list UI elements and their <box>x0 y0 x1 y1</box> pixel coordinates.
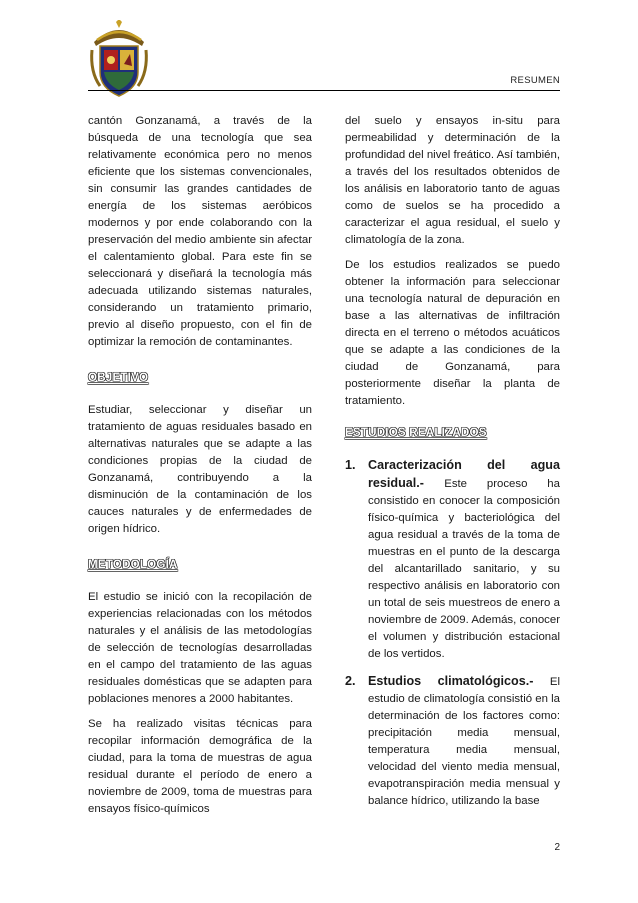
list-item-number: 2. <box>345 674 356 688</box>
metodologia-paragraph-2: Se ha realizado visitas técnicas para recopilar información demográfica de la ciudad, para la toma de muestras de agua residual durante el período de enero a noviembre de 2009, toma de muestras para ensayos físico-químicos <box>88 718 312 815</box>
studies-list <box>345 457 560 810</box>
list-item-text: El estudio de climatología consistió en la determinación de los factores como: precipitación media mensual, temperatura media mensual, velocidad del viento media mensual, evapotranspiración media mensual y balance hídrico, utilizando la base <box>368 676 560 807</box>
metodologia-heading: METODOLOGÍA <box>88 558 178 571</box>
results-paragraph: De los estudios realizados se puedo obtener la información para seleccionar una tecnología natural de depuración en base a las alternativas de infiltración directa en el terreno o métodos acuáticos que se adapte a las condiciones de la ciudad de Gonzanamá, para posteriormente diseñar la planta de tratamiento. <box>345 259 560 407</box>
list-item <box>345 673 560 810</box>
soil-studies-paragraph: del suelo y ensayos in-situ para permeabilidad y determinación de la profundidad del nivel freático. Así también, a través del los resultados obtenidos de los análisis en laboratorio tanto de aguas como de suelos se ha procedido a caracterizar el agua residual, el suelo y climatología de la zona. <box>345 115 560 246</box>
objetivo-heading: OBJETIVO <box>88 371 149 384</box>
page-number: 2 <box>554 842 560 853</box>
list-item-text: Este proceso ha consistido en conocer la composición físico-química y bacteriológica del agua residual a través de la toma de muestras en el punto de la descarga del alcantarillado sanitario, y su respectivo análisis en laboratorio con un total de seis muestreos de enero a noviembre de 2009. Además, conocer el volumen y distribución estacional de los vertidos. <box>368 478 560 660</box>
left-column <box>88 113 312 826</box>
list-item-number: 1. <box>345 458 356 472</box>
metodologia-paragraph-1: El estudio se inició con la recopilación de experiencias relacionadas con los métodos naturales y el análisis de las metodologías de selección de tecnologías desarrolladas en el campo del tratamiento de las aguas residuales domésticas que se adapten para poblaciones menores a 2000 habitantes. <box>88 591 312 705</box>
intro-paragraph: cantón Gonzanamá, a través de la búsqueda de una tecnología que sea relativamente económica pero no menos eficiente que los sistemas convencionales, sin consumir las grandes cantidades de energía de los sistemas aeróbicos modernos y por ende colaborando con la preservación del medio ambiente sin afectar el calentamiento global. Para este fin se seleccionará y diseñará la tecnología más adecuada utilizando sistemas naturales, considerando un tratamiento primario, previo al diseño propuesto, con el fin de optimizar la remoción de contaminantes. <box>88 115 312 348</box>
header-divider <box>88 90 560 91</box>
estudios-heading: ESTUDIOS REALIZADOS <box>345 426 487 439</box>
objetivo-paragraph: Estudiar, seleccionar y diseñar un tratamiento de aguas residuales basado en alternativas naturales que se adapte a las condiciones propias de la ciudad de Gonzanamá, contribuyendo a la disminución de la contaminación de los cauces naturales y de enfermedades de origen hídrico. <box>88 404 312 535</box>
list-item <box>345 457 560 663</box>
right-column <box>345 113 560 820</box>
university-coat-of-arms-icon <box>88 20 150 100</box>
list-item-title: Estudios climatológicos.- <box>368 674 550 688</box>
list-item-title: Caracterización del agua residual.- <box>368 458 560 490</box>
header-section-label: RESUMEN <box>510 75 560 86</box>
